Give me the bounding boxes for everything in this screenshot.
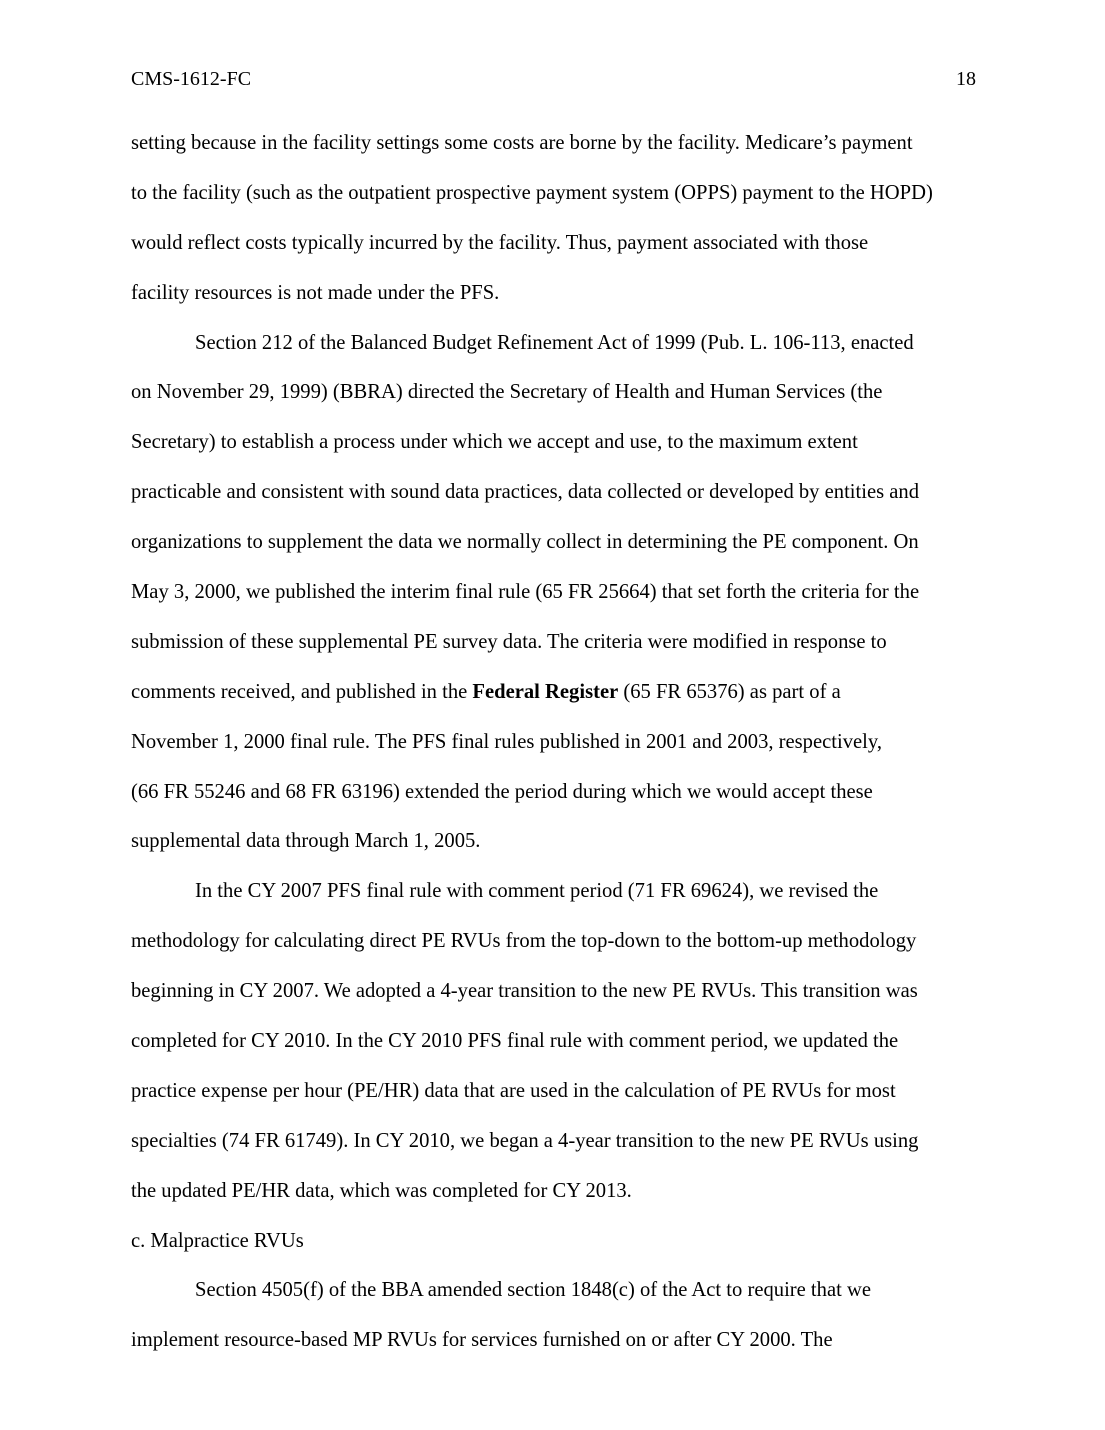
text-line: practice expense per hour (PE/HR) data that are used in the calculation of PE RVUs for most <box>131 1079 896 1102</box>
text-line: practicable and consistent with sound data practices, data collected or developed by entities and <box>131 481 919 504</box>
text-line: facility resources is not made under the PFS. <box>131 281 500 304</box>
text-line: November 1, 2000 final rule. The PFS final rules published in 2001 and 2003, respectively, <box>131 730 882 753</box>
text-segment: (65 FR 65376) as part of a <box>618 680 841 703</box>
federal-register-title: Federal Register <box>472 680 619 703</box>
text-line: to the facility (such as the outpatient prospective payment system (OPPS) payment to the HOPD) <box>131 181 933 204</box>
text-line: submission of these supplemental PE survey data. The criteria were modified in response to <box>131 630 887 653</box>
text-line: implement resource-based MP RVUs for services furnished on or after CY 2000. The <box>131 1329 833 1352</box>
paragraph-first-line: In the CY 2007 PFS final rule with comment period (71 FR 69624), we revised the <box>195 880 879 903</box>
text-line: beginning in CY 2007. We adopted a 4-year transition to the new PE RVUs. This transition was <box>131 980 918 1003</box>
paragraph-first-line: Section 212 of the Balanced Budget Refinement Act of 1999 (Pub. L. 106-113, enacted <box>195 331 914 354</box>
page-header <box>131 66 976 92</box>
paragraph-first-line: Section 4505(f) of the BBA amended section 1848(c) of the Act to require that we <box>195 1279 871 1302</box>
text-line: specialties (74 FR 61749). In CY 2010, we began a 4-year transition to the new PE RVUs using <box>131 1129 919 1152</box>
text-line: methodology for calculating direct PE RVUs from the top-down to the bottom-up methodology <box>131 930 917 953</box>
page-number: 18 <box>956 68 976 90</box>
text-line: organizations to supplement the data we normally collect in determining the PE component. On <box>131 531 919 554</box>
document-id: CMS-1612-FC <box>131 68 252 90</box>
section-heading: c. Malpractice RVUs <box>131 1229 304 1252</box>
text-line: the updated PE/HR data, which was completed for CY 2013. <box>131 1179 632 1202</box>
document-body <box>131 119 976 1366</box>
text-line: completed for CY 2010. In the CY 2010 PFS final rule with comment period, we updated the <box>131 1030 899 1053</box>
text-segment: comments received, and published in the <box>131 680 473 703</box>
text-line: would reflect costs typically incurred by the facility. Thus, payment associated with those <box>131 231 869 254</box>
text-line: supplemental data through March 1, 2005. <box>131 830 481 853</box>
text-line-with-citation <box>131 668 976 718</box>
text-line: on November 29, 1999) (BBRA) directed the Secretary of Health and Human Services (the <box>131 381 883 404</box>
text-line: setting because in the facility settings some costs are borne by the facility. Medicare’s payment <box>131 132 913 154</box>
text-line: Secretary) to establish a process under which we accept and use, to the maximum extent <box>131 431 858 454</box>
text-line: (66 FR 55246 and 68 FR 63196) extended the period during which we would accept these <box>131 780 873 803</box>
text-line: May 3, 2000, we published the interim final rule (65 FR 25664) that set forth the criteria for the <box>131 581 920 604</box>
